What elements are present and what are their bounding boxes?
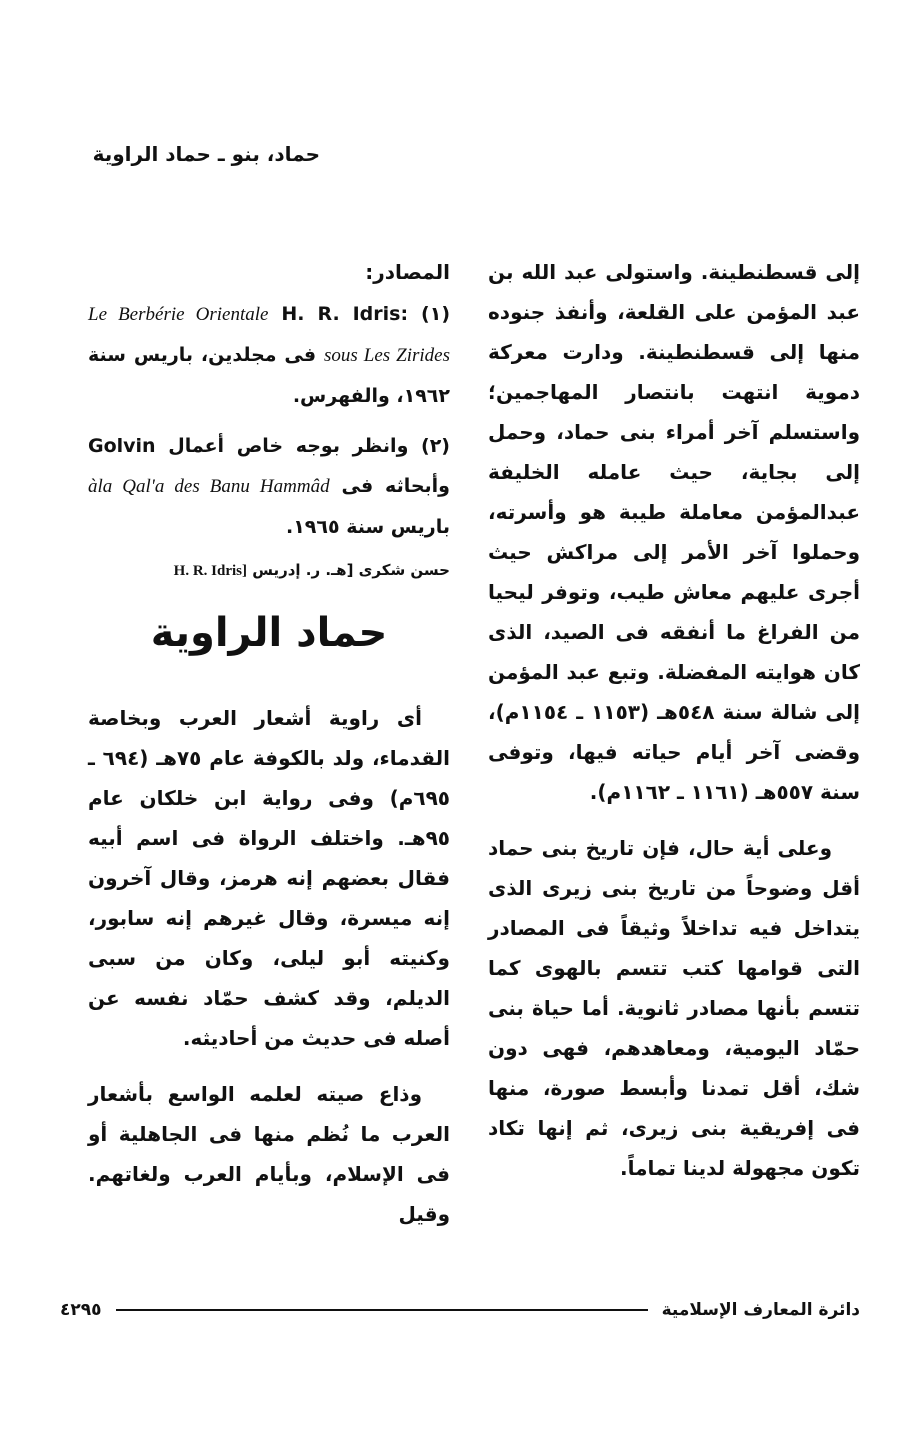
right-paragraph-1: إلى قسطنطينة. واستولى عبد الله بن عبد المؤمن على القلعة، وأنفذ جنوده منها إلى قسطنطينة. ودارت معركة دموية انتهت بانتصار المهاجمين؛ واستسلم آخر أمراء بنى حماد، وحمل إلى بجاية، حيث عامله الخليفة عبدالمؤمن معاملة طيبة هو وأسرته، وحملوا آخر الأمر إلى مراكش حيث أجرى عليهم معاش طيب، وتوفر ليحيا من الفراغ ما أنفقه فى الصيد، الذى كان هوايته المفضلة. وتبع عبد المؤمن إلى شالة سنة ٥٤٨هـ (١١٥٣ ـ ١١٥٤م)، وقضى آخر أيام حياته فيها، وتوفى سنة ٥٥٧هـ (١١٦١ ـ ١١٦٢م).	[488, 260, 860, 804]
note2-author: Golvin	[88, 435, 156, 457]
right-paragraph-2: وعلى أية حال، فإن تاريخ بنى حماد أقل وضوحاً من تاريخ بنى زيرى الذى يتداخل فيه تداخلاً وثيقاً فى المصادر التى قوامها كتب تتسم بالهوى كما تتسم بأنها مصادر ثانوية. أما حياة بنى حمّاد اليومية، ومعاهدهم، فهى دون شك، أقل تمدنا وأبسط صورة، منها فى إفريقية بنى زيرى، ثم إنها تكاد تكون مجهولة لدينا تماماً.	[488, 836, 860, 1180]
note2-end: باريس سنة ١٩٦٥.	[285, 516, 450, 538]
page-number: ٤٢٩٥	[60, 1300, 102, 1320]
article-author	[88, 557, 450, 584]
author-arabic: حسن شكرى [هـ. ر. إدريس	[252, 561, 450, 579]
left-column	[88, 252, 450, 1250]
source-note-1	[88, 294, 450, 416]
note1-details: فى مجلدين، باريس سنة ١٩٦٢، والفهرس.	[88, 344, 450, 407]
left-paragraph-2: وذاع صيته لعلمه الواسع بأشعار العرب ما نُظم منها فى الجاهلية أو فى الإسلام، وبأيام العرب ولغاتهم. وقيل	[88, 1082, 450, 1226]
note2-intro: (٢) وانظر بوجه خاص أعمال	[168, 435, 450, 457]
left-paragraph-1: أى راوية أشعار العرب وبخاصة القدماء، ولد بالكوفة عام ٧٥هـ (٦٩٤ ـ ٦٩٥م) وفى رواية ابن خلكان عام ٩٥هـ. واختلف الرواة فى اسم أبيه فقال بعضهم إنه هرمز، وقال آخرون إنه ميسرة، وقال غيرهم إنه سابور، وكنيته أبو ليلى، وكان من سبى الديلم، وقد كشف حمّاد نفسه عن أصله فى حديث من أحاديثه.	[88, 706, 450, 1050]
right-column	[488, 252, 860, 1204]
note2-mid: وأبحاثه فى	[341, 475, 450, 497]
footer-rule	[116, 1309, 648, 1311]
note1-number: (١)	[421, 303, 451, 325]
note2-title: àla Qal'a des Banu Hammâd	[88, 476, 330, 497]
note1-title: Le Berbérie Orientale sous Les Zirides	[88, 304, 450, 366]
article-title: حماد الراوية	[150, 610, 388, 656]
note1-author: H. R. Idris:	[281, 303, 409, 325]
sources-heading: المصادر:	[365, 260, 450, 284]
footer-journal-name: دائرة المعارف الإسلامية	[661, 1300, 860, 1320]
source-note-2	[88, 426, 450, 547]
author-latin: H. R. Idris]	[173, 563, 248, 579]
page-footer	[60, 1296, 860, 1324]
running-head: حماد، بنو ـ حماد الراوية	[92, 142, 320, 166]
